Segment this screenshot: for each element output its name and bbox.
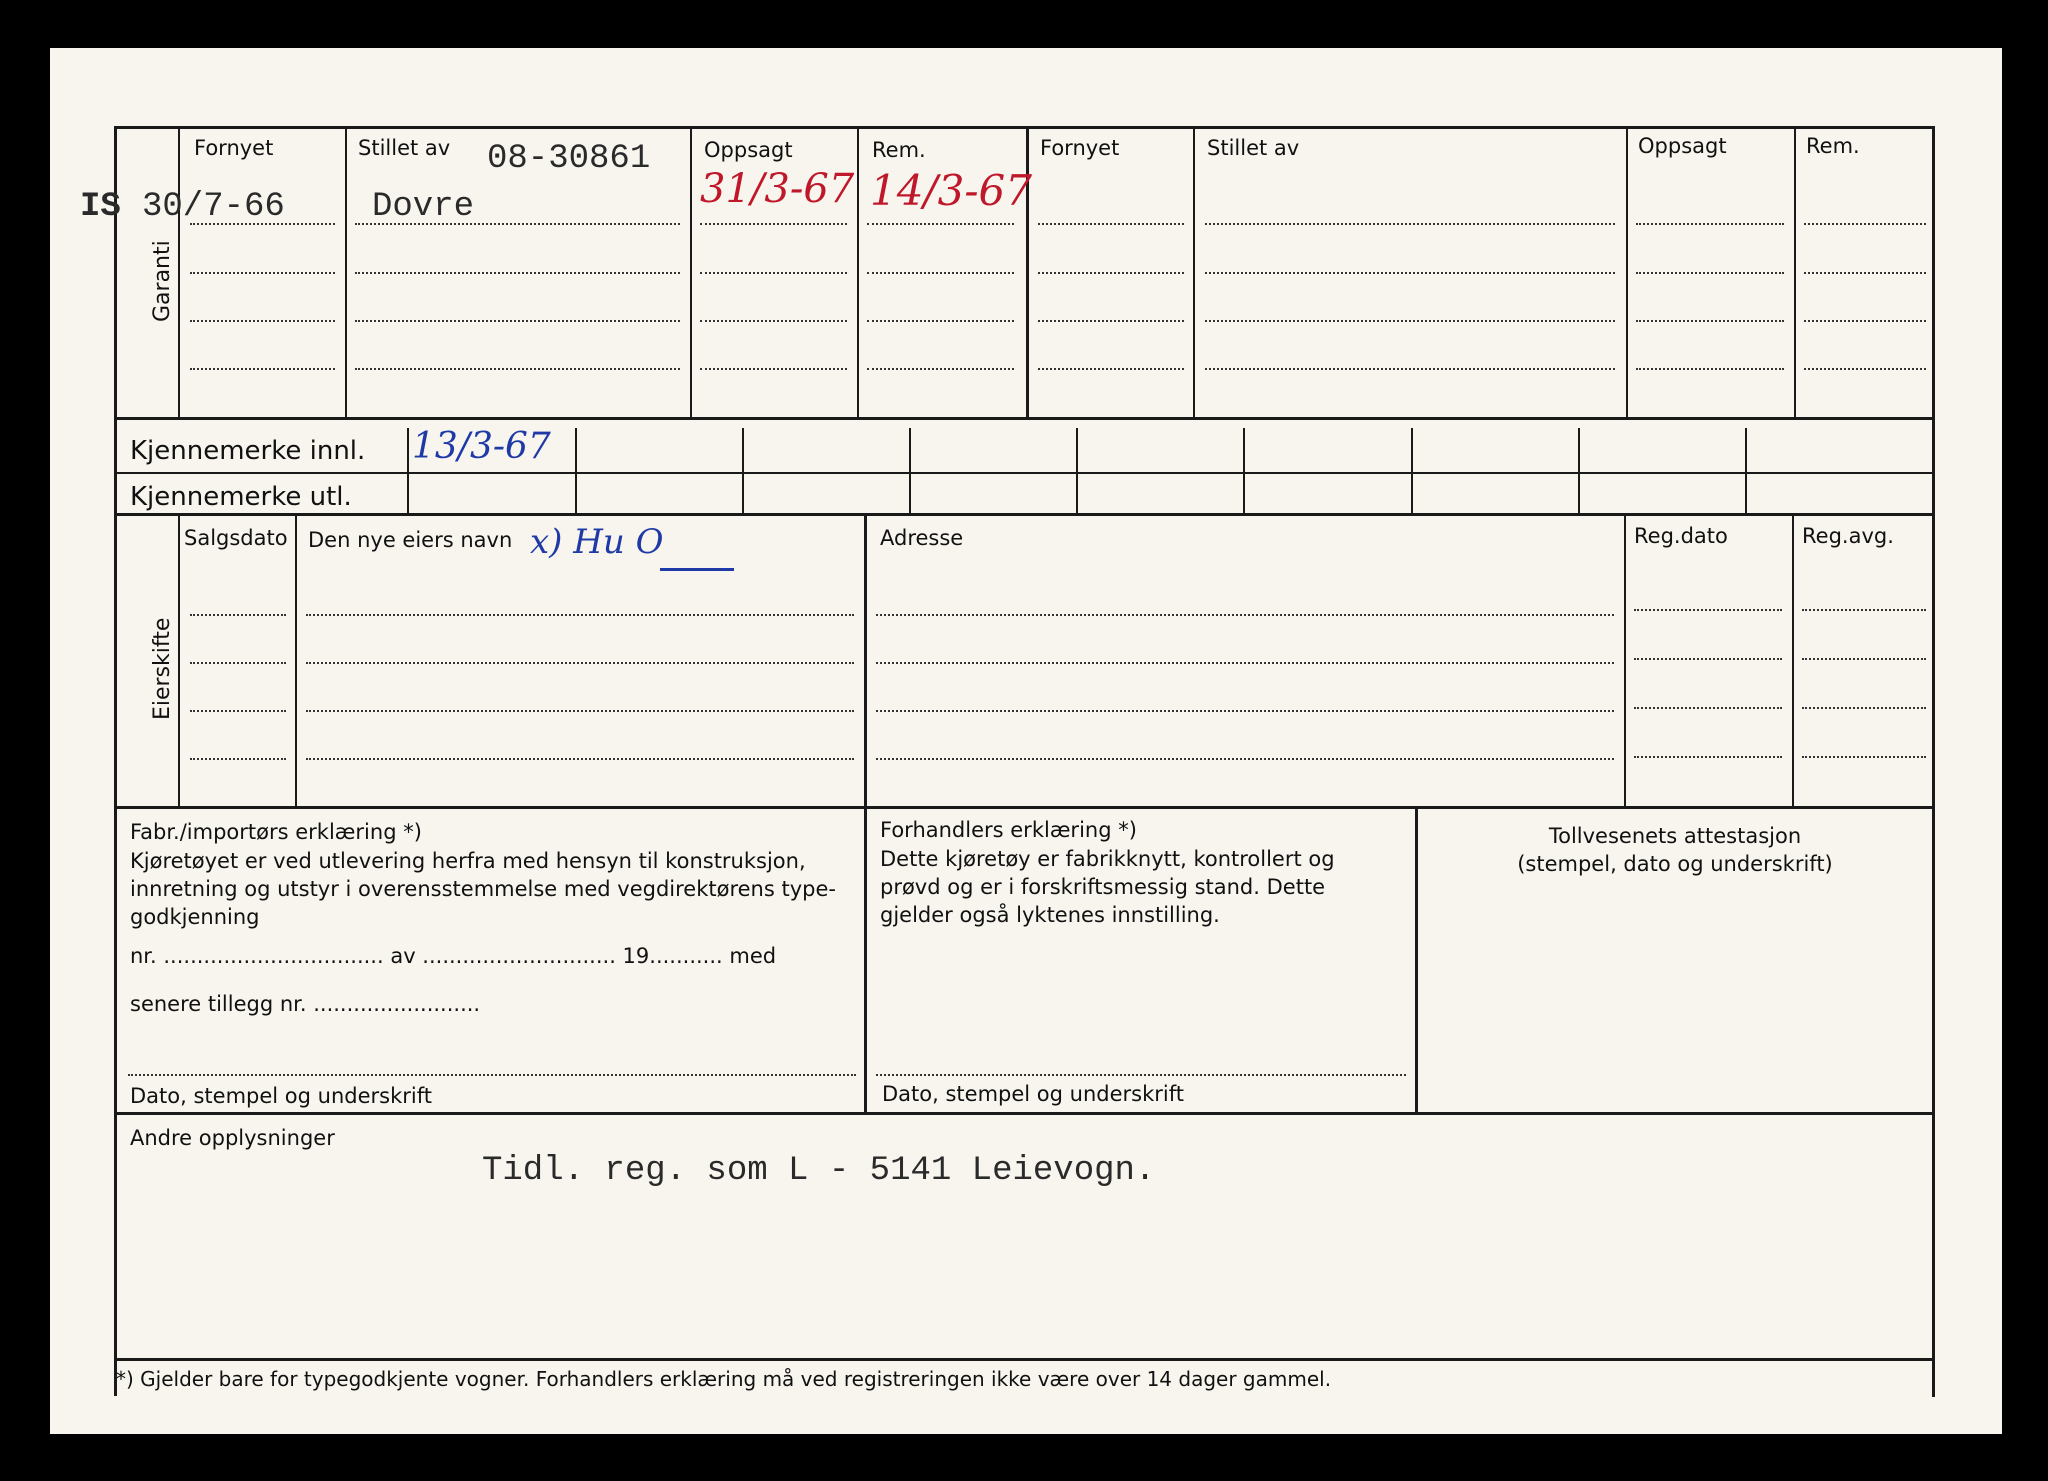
dotted-fill-line xyxy=(867,320,1014,322)
toll-title: Tollvesenets attestasjon xyxy=(1548,824,1802,848)
rule-erklaering-bottom xyxy=(114,1112,1935,1115)
garanti-oppsagt-label-2: Oppsagt xyxy=(1638,134,1727,158)
dotted-fill-line xyxy=(876,758,1614,760)
dotted-fill-line xyxy=(1634,609,1782,611)
dotted-fill-line xyxy=(1636,223,1784,225)
garanti-stillet-av-label: Stillet av xyxy=(358,136,451,160)
dotted-fill-line xyxy=(1634,707,1782,709)
dotted-fill-line xyxy=(306,662,854,664)
footnote: *) Gjelder bare for typegodkjente vogner. Forhandlers erklæring må ved registreringen ikke være over 14 dager gammel. xyxy=(116,1367,1332,1391)
eierskifte-col-divider xyxy=(1792,515,1794,807)
dotted-fill-line xyxy=(867,223,1014,225)
garanti-fornyet-label-2: Fornyet xyxy=(1040,136,1120,160)
dotted-fill-line xyxy=(700,368,847,370)
eierskifte-col-divider xyxy=(864,515,867,807)
kjennemerke-divider xyxy=(909,428,911,514)
kjennemerke-label-rule xyxy=(114,472,407,474)
dotted-fill-line xyxy=(876,1074,1406,1076)
rule-garanti-bottom xyxy=(114,417,1935,420)
dotted-fill-line xyxy=(1038,320,1184,322)
eierskifte-navn-handwritten: x) Hu O xyxy=(530,522,664,562)
dotted-fill-line xyxy=(1205,320,1615,322)
fabr-title: Fabr./importørs erklæring *) xyxy=(130,820,422,844)
kjennemerke-divider xyxy=(407,428,409,514)
dotted-fill-line xyxy=(190,272,335,274)
frame-left xyxy=(114,128,117,1396)
eierskifte-navn-label: Den nye eiers navn xyxy=(308,528,513,552)
kjennemerke-divider xyxy=(1411,428,1413,514)
dotted-fill-line xyxy=(190,758,286,760)
dotted-fill-line xyxy=(700,223,847,225)
dotted-fill-line xyxy=(128,1074,856,1076)
dotted-fill-line xyxy=(1802,707,1926,709)
dotted-fill-line xyxy=(1634,658,1782,660)
fabr-tillegg-line: senere tillegg nr. ......................... xyxy=(130,992,481,1016)
eierskifte-col-divider xyxy=(1624,515,1626,807)
garanti-fornyet-label: Fornyet xyxy=(194,136,274,160)
erklaering-divider xyxy=(864,808,867,1114)
dotted-fill-line xyxy=(190,614,286,616)
rule-andre-bottom xyxy=(114,1358,1935,1361)
garanti-side-divider xyxy=(178,128,180,418)
garanti-oppsagt-label: Oppsagt xyxy=(704,138,793,162)
garanti-oppsagt-handwritten: 31/3-67 xyxy=(700,166,855,212)
dotted-fill-line xyxy=(190,320,335,322)
dotted-fill-line xyxy=(867,368,1014,370)
eierskifte-regavg-label: Reg.avg. xyxy=(1802,524,1894,548)
dotted-fill-line xyxy=(700,272,847,274)
kjennemerke-divider xyxy=(742,428,744,514)
dotted-fill-line xyxy=(876,614,1614,616)
dotted-fill-line xyxy=(190,223,335,225)
kjennemerke-divider xyxy=(1243,428,1245,514)
dotted-fill-line xyxy=(1802,658,1926,660)
fabr-body: Kjøretøyet er ved utlevering herfra med hensyn til konstruksjon, innretning og utstyr i overensstemmelse med vegdirektørens type- godkjenning xyxy=(130,849,836,929)
registration-card xyxy=(50,48,2002,1434)
eierskifte-side-divider xyxy=(178,515,180,807)
eierskifte-salgsdato-label: Salgsdato xyxy=(184,526,288,550)
dotted-fill-line xyxy=(1802,756,1926,758)
garanti-col-divider xyxy=(1626,128,1628,418)
dotted-fill-line xyxy=(355,320,680,322)
eierskifte-side-label: Eierskifte xyxy=(150,617,175,720)
frame-top xyxy=(114,126,1935,129)
dotted-fill-line xyxy=(355,272,680,274)
dotted-fill-line xyxy=(306,614,854,616)
garanti-col-divider xyxy=(1794,128,1796,418)
dotted-fill-line xyxy=(1802,609,1926,611)
frame-right xyxy=(1932,126,1935,1397)
garanti-rem-label-2: Rem. xyxy=(1806,134,1860,158)
dotted-fill-line xyxy=(306,758,854,760)
garanti-side-label: Garanti xyxy=(150,240,175,322)
dotted-fill-line xyxy=(306,710,854,712)
garanti-col-divider xyxy=(345,128,347,418)
dotted-fill-line xyxy=(700,320,847,322)
dotted-fill-line xyxy=(1804,272,1926,274)
kjennemerke-divider xyxy=(575,428,577,514)
kjennemerke-divider xyxy=(1578,428,1580,514)
dotted-fill-line xyxy=(355,223,680,225)
dotted-fill-line xyxy=(1038,272,1184,274)
dotted-fill-line xyxy=(1205,368,1615,370)
fabr-footer: Dato, stempel og underskrift xyxy=(130,1084,432,1108)
toll-subtitle: (stempel, dato og underskrift) xyxy=(1517,852,1833,876)
garanti-rem-label: Rem. xyxy=(872,138,926,162)
dotted-fill-line xyxy=(1636,368,1784,370)
dotted-fill-line xyxy=(190,662,286,664)
dotted-fill-line xyxy=(1804,320,1926,322)
dotted-fill-line xyxy=(355,368,680,370)
garanti-number-typed: 08-30861 xyxy=(487,140,651,178)
dotted-fill-line xyxy=(1636,320,1784,322)
kjennemerke-divider xyxy=(1745,428,1747,514)
garanti-stillet-av-label-2: Stillet av xyxy=(1207,136,1300,160)
kjennemerke-utl-label: Kjennemerke utl. xyxy=(130,482,352,512)
dotted-fill-line xyxy=(190,710,286,712)
dotted-fill-line xyxy=(1038,368,1184,370)
garanti-date-typed: 30/7-66 xyxy=(142,188,285,226)
rule-eierskifte-bottom xyxy=(114,806,1935,809)
garanti-col-divider xyxy=(690,128,692,418)
eierskifte-navn-underline xyxy=(660,568,734,571)
forhandler-title: Forhandlers erklæring *) xyxy=(880,818,1137,842)
kjennemerke-innl-label: Kjennemerke innl. xyxy=(130,436,366,466)
forhandler-footer: Dato, stempel og underskrift xyxy=(882,1082,1184,1106)
andre-label: Andre opplysninger xyxy=(130,1126,335,1150)
garanti-col-divider xyxy=(857,128,859,418)
forhandler-body: Dette kjøretøy er fabrikknytt, kontrollert og prøvd og er i forskriftsmessig stand. Dette gjelder også lyktenes innstilling. xyxy=(880,847,1335,927)
dotted-fill-line xyxy=(1804,368,1926,370)
andre-typed: Tidl. reg. som L - 5141 Leievogn. xyxy=(482,1152,1156,1190)
dotted-fill-line xyxy=(1636,272,1784,274)
kjennemerke-divider xyxy=(1076,428,1078,514)
dotted-fill-line xyxy=(190,368,335,370)
dotted-fill-line xyxy=(1205,223,1615,225)
garanti-prefix-typed: IS xyxy=(80,188,121,226)
dotted-fill-line xyxy=(1804,223,1926,225)
garanti-stillet-av-typed: Dovre xyxy=(372,188,475,226)
dotted-fill-line xyxy=(867,272,1014,274)
dotted-fill-line xyxy=(1634,756,1782,758)
eierskifte-regdato-label: Reg.dato xyxy=(1634,524,1728,548)
eierskifte-col-divider xyxy=(295,515,297,807)
garanti-rem-handwritten: 14/3-67 xyxy=(870,166,1032,215)
kjennemerke-innl-handwritten: 13/3-67 xyxy=(412,426,551,467)
fabr-nr-line: nr. ................................. av ............................. 19........... med xyxy=(130,944,777,968)
dotted-fill-line xyxy=(876,710,1614,712)
dotted-fill-line xyxy=(1038,223,1184,225)
garanti-col-divider xyxy=(1193,128,1195,418)
rule-kjennemerke-bottom xyxy=(114,513,1935,516)
dotted-fill-line xyxy=(876,662,1614,664)
eierskifte-adresse-label: Adresse xyxy=(880,526,964,550)
dotted-fill-line xyxy=(1205,272,1615,274)
